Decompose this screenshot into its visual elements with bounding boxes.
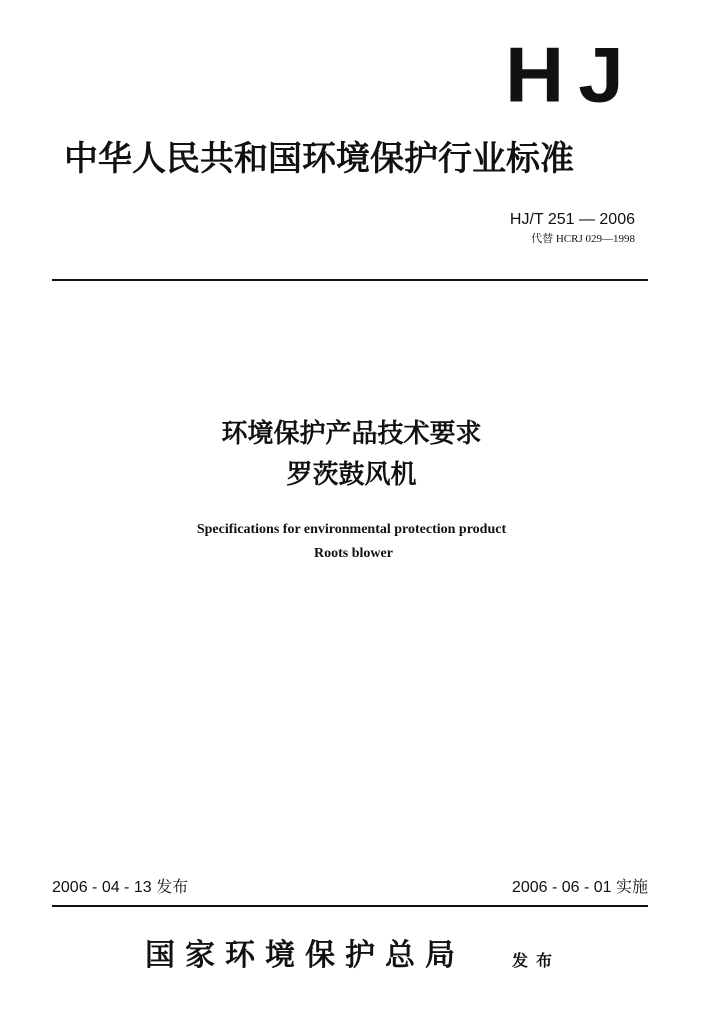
en-title-line1: Specifications for environmental protection product <box>196 522 507 537</box>
publish-label: 发布 <box>512 951 561 970</box>
en-title-line2: Roots blower <box>314 546 393 561</box>
bottom-divider <box>52 905 648 907</box>
standard-number: HJ/T 251 — 2006 <box>509 211 635 228</box>
hj-logo: HJ <box>505 32 638 119</box>
issue-date: 2006 - 04 - 13 发布 <box>52 879 189 896</box>
cn-title-line2: 罗茨鼓风机 <box>286 460 417 490</box>
implementation-date: 2006 - 06 - 01 实施 <box>511 879 648 896</box>
cn-title-line1: 环境保护产品技术要求 <box>221 419 482 449</box>
top-divider <box>52 279 648 281</box>
issuing-authority: 国家环境保护总局 <box>145 938 465 973</box>
standard-category-title: 中华人民共和国环境保护行业标准 <box>64 139 574 179</box>
replaces-standard: 代替 HCRJ 029—1998 <box>531 233 635 245</box>
